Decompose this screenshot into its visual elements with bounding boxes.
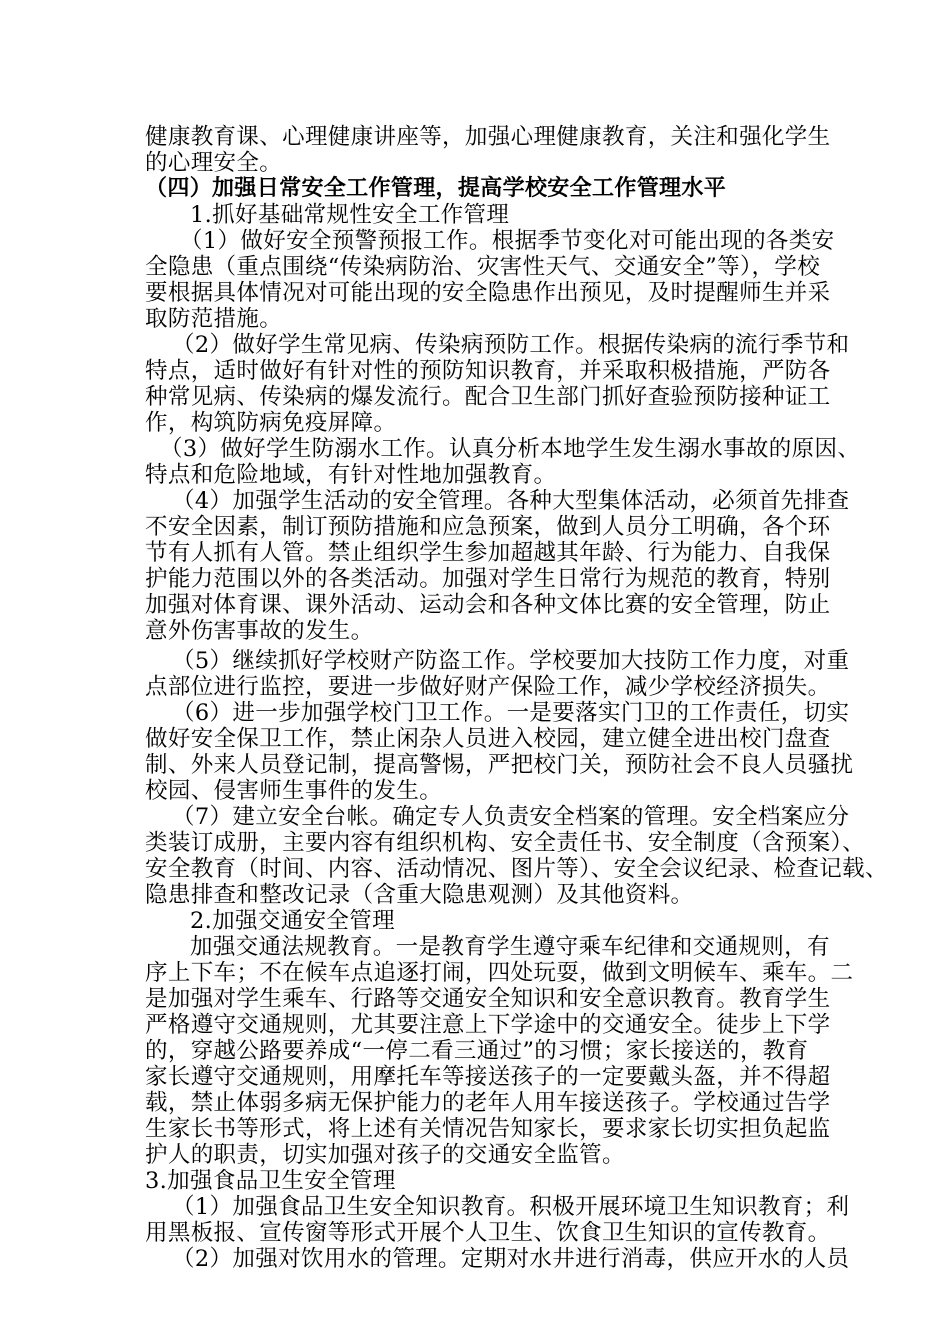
- body-line: 护人的职责，切实加强对孩子的交通安全监管。: [145, 1142, 625, 1168]
- body-line: （3）做好学生防溺水工作。认真分析本地学生发生溺水事故的原因、: [160, 436, 861, 462]
- body-line: （7）建立安全台帐。确定专人负责安全档案的管理。安全档案应分: [172, 804, 850, 830]
- body-line: 生家长书等形式，将上述有关情况告知家长，要求家长切实担负起监: [145, 1116, 831, 1142]
- body-line: 要根据具体情况对可能出现的安全隐患作出预见，及时提醒师生并采: [145, 280, 831, 306]
- body-line: 隐患排查和整改记录（含重大隐患观测）及其他资料。: [145, 882, 694, 908]
- body-line: （1）加强食品卫生安全知识教育。积极开展环境卫生知识教育；利: [172, 1194, 850, 1220]
- body-line: 制、外来人员登记制，提高警惕，严把校门关，预防社会不良人员骚扰: [145, 752, 854, 778]
- body-line: 校园、侵害师生事件的发生。: [145, 778, 443, 804]
- body-line: 种常见病、传染病的爆发流行。配合卫生部门抓好查验预防接种证工: [145, 384, 831, 410]
- body-line: 家长遵守交通规则，用摩托车等接送孩子的一定要戴头盔，并不得超: [145, 1064, 831, 1090]
- body-line: 节有人抓有人管。禁止组织学生参加超越其年龄、行为能力、自我保: [145, 540, 831, 566]
- subsection-heading: 3.加强食品卫生安全管理: [145, 1168, 396, 1194]
- body-line: 健康教育课、心理健康讲座等，加强心理健康教育，关注和强化学生: [145, 124, 831, 150]
- body-line: 护能力范围以外的各类活动。加强对学生日常行为规范的教育，特别: [145, 566, 831, 592]
- section-heading: （四）加强日常安全工作管理，提高学校安全工作管理水平: [145, 176, 727, 201]
- body-line: 用黑板报、宣传窗等形式开展个人卫生、饮食卫生知识的宣传教育。: [145, 1220, 831, 1246]
- body-line: 不安全因素，制订预防措施和应急预案，做到人员分工明确，各个环: [145, 514, 831, 540]
- body-line: 安全教育（时间、内容、活动情况、图片等）、安全会议纪录、检查记载、: [145, 856, 888, 882]
- body-line: 是加强对学生乘车、行路等交通安全知识和安全意识教育。教育学生: [145, 986, 831, 1012]
- body-line: （6）进一步加强学校门卫工作。一是要落实门卫的工作责任，切实: [172, 700, 850, 726]
- subsection-heading: 1.抓好基础常规性安全工作管理: [190, 202, 510, 228]
- body-line: 特点和危险地域，有针对性地加强教育。: [145, 462, 557, 488]
- body-line: 意外伤害事故的发生。: [145, 618, 374, 644]
- subsection-heading: 2.加强交通安全管理: [190, 908, 395, 934]
- body-line: 载，禁止体弱多病无保护能力的老年人用车接送孩子。学校通过告学: [145, 1090, 831, 1116]
- body-line: 全隐患（重点围绕“传染病防治、灾害性天气、交通安全”等），学校: [145, 254, 821, 280]
- body-line: 的心理安全。: [145, 150, 283, 176]
- body-line: 加强对体育课、课外活动、运动会和各种文体比赛的安全管理，防止: [145, 592, 831, 618]
- body-line: 特点，适时做好有针对性的预防知识教育，并采取积极措施，严防各: [145, 358, 831, 384]
- body-line: 严格遵守交通规则，尤其要注意上下学途中的交通安全。徒步上下学: [145, 1012, 831, 1038]
- body-line: 的，穿越公路要养成“一停二看三通过”的习惯；家长接送的，教育: [145, 1038, 809, 1064]
- body-line: 取防范措施。: [145, 306, 283, 332]
- body-line: 做好安全保卫工作，禁止闲杂人员进入校园，建立健全进出校门盘查: [145, 726, 831, 752]
- body-line: 作，构筑防病免疫屏障。: [145, 410, 397, 436]
- body-line: 类装订成册，主要内容有组织机构、安全责任书、安全制度（含预案）、: [145, 830, 865, 856]
- body-line: （5）继续抓好学校财产防盗工作。学校要加大技防工作力度，对重: [172, 648, 850, 674]
- body-line: （1）做好安全预警预报工作。根据季节变化对可能出现的各类安: [180, 228, 835, 254]
- body-line: 序上下车；不在候车点追逐打闹，四处玩耍，做到文明候车、乘车。二: [145, 960, 854, 986]
- body-line: （4）加强学生活动的安全管理。各种大型集体活动，必须首先排查: [172, 488, 850, 514]
- body-line: （2）加强对饮用水的管理。定期对水井进行消毒，供应开水的人员: [172, 1246, 850, 1272]
- body-line: （2）做好学生常见病、传染病预防工作。根据传染病的流行季节和: [172, 332, 850, 358]
- body-line: 点部位进行监控，要进一步做好财产保险工作，减少学校经济损失。: [145, 674, 831, 700]
- body-line: 加强交通法规教育。一是教育学生遵守乘车纪律和交通规则，有: [190, 934, 830, 960]
